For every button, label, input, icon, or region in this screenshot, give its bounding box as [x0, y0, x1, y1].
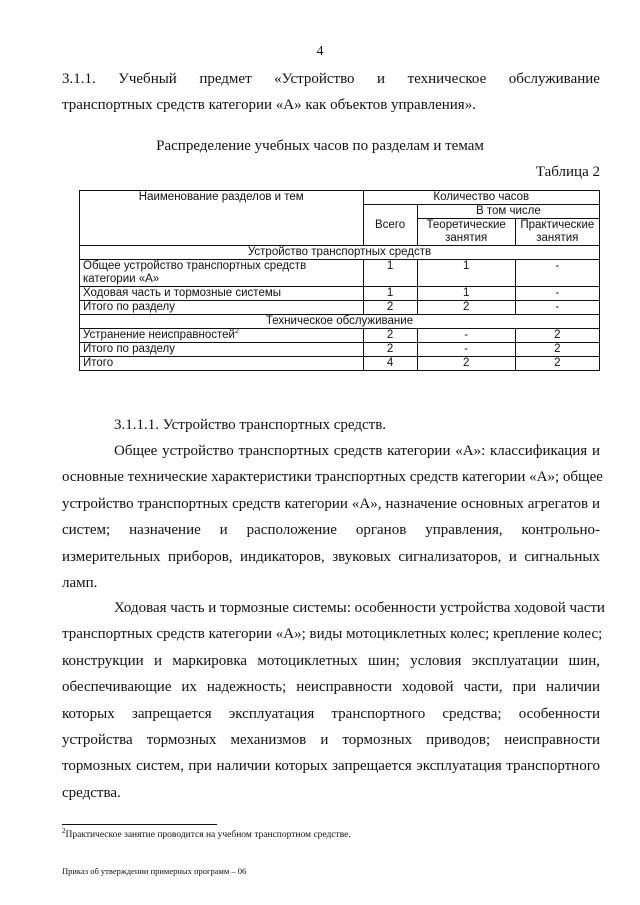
heading-word: «Устройство	[274, 71, 355, 87]
row-name	[80, 329, 364, 343]
row-theory: 1	[417, 287, 515, 301]
paragraph-line: устройство транспортных средств категории «А», назначение основных агрегатов и	[62, 495, 600, 512]
paragraph-line: которых запрещается эксплуатация транспортного средства; особенности	[62, 705, 600, 722]
paragraph-line: основные технические характеристики транспортных средств категории «А»; общее	[62, 469, 603, 486]
row-practice: -	[515, 301, 599, 315]
row-name	[80, 260, 364, 287]
heading-word: и	[377, 71, 386, 87]
paragraph-line: ламп.	[62, 574, 98, 591]
footnote-reference: 2	[234, 328, 239, 336]
table-label: Таблица 2	[535, 164, 600, 180]
row-practice: 2	[515, 329, 599, 343]
row-name-text: Устранение неисправностей	[83, 329, 235, 341]
heading-word: Учебный	[118, 71, 177, 87]
paragraph-line: Общее устройство транспортных средств категории «А»: классификация и	[114, 443, 600, 459]
row-name-line: категории «А»	[83, 273, 160, 285]
row-name-line: Общее устройство транспортных средств	[83, 260, 307, 272]
row-total: 4	[363, 357, 417, 371]
row-name: Итого по разделу	[80, 301, 364, 315]
header-name: Наименование разделов и тем	[80, 191, 364, 246]
row-name: Итого по разделу	[80, 343, 364, 357]
table-row	[80, 287, 600, 301]
header-including: В том числе	[417, 205, 599, 219]
header-total: Всего	[363, 205, 417, 246]
row-name: Итого	[80, 357, 364, 371]
hours-table	[79, 190, 600, 371]
footnote-text: Практическое занятие проводится на учебном транспортном средстве.	[65, 830, 351, 840]
table-row	[80, 260, 600, 287]
header-theory-line: Теоретические	[426, 219, 506, 231]
footer-note: Приказ об утверждении примерных программ – 06	[62, 866, 247, 876]
header-practice-line: занятия	[536, 232, 579, 244]
section-heading-line-2: транспортных средств категории «А» как объектов управления».	[62, 97, 476, 113]
row-practice: 2	[515, 357, 599, 371]
table-section-row	[80, 246, 600, 260]
table-row	[80, 343, 600, 357]
paragraph-line: тормозных систем, при наличии которых запрещается эксплуатация транспортного	[62, 758, 600, 775]
row-practice: -	[515, 260, 599, 287]
row-name: Ходовая часть и тормозные системы	[80, 287, 364, 301]
paragraph-line: устройства тормозных механизмов и тормозных приводов; неисправности	[62, 731, 600, 748]
row-theory: 2	[417, 301, 515, 315]
paragraph-line: конструкции и маркировка мотоциклетных шин; условия эксплуатации шин,	[62, 652, 600, 669]
section-heading	[62, 66, 600, 118]
page-number: 4	[316, 44, 324, 59]
header-practice-line: Практические	[520, 219, 595, 231]
paragraph-line: систем; назначение и расположение органов управления, контрольно-	[62, 522, 600, 539]
table-header-row	[80, 191, 600, 205]
paragraph-general-structure	[62, 438, 603, 596]
paragraph-line: обеспечивающие их надежность; неисправности ходовой части, при наличии	[62, 679, 600, 696]
table-section-row	[80, 315, 600, 329]
paragraph-line: измерительных приборов, индикаторов, звуковых сигнализаторов, и сигнальных	[62, 548, 600, 565]
row-total: 1	[363, 287, 417, 301]
heading-word: техническое	[407, 71, 487, 87]
row-theory: -	[417, 343, 515, 357]
footnote-divider	[62, 824, 217, 825]
row-total: 2	[363, 301, 417, 315]
heading-word: обслуживание	[508, 71, 600, 87]
heading-word: предмет	[199, 71, 252, 87]
subsection-title-block	[62, 412, 600, 438]
row-practice: 2	[515, 343, 599, 357]
table-row	[80, 301, 600, 315]
header-hours: Количество часов	[363, 191, 600, 205]
heading-word: 3.1.1.	[62, 71, 96, 87]
row-theory: 1	[417, 260, 515, 287]
paragraph-line: Ходовая часть и тормозные системы: особенности устройства ходовой части	[114, 600, 605, 616]
table-total-row	[80, 357, 600, 371]
row-total: 2	[363, 329, 417, 343]
distribution-title: Распределение учебных часов по разделам и темам	[156, 138, 484, 154]
paragraph-line: средства.	[62, 784, 121, 801]
row-theory: 2	[417, 357, 515, 371]
row-total: 2	[363, 343, 417, 357]
header-theory-line: занятия	[445, 232, 488, 244]
section-heading-line-1	[62, 66, 600, 92]
row-practice: -	[515, 287, 599, 301]
footnote-mark: 2	[62, 826, 66, 835]
header-theory	[417, 219, 515, 246]
paragraph-line: транспортных средств категории «А»; виды мотоциклетных колес; крепление колес;	[62, 626, 603, 643]
section-title: Устройство транспортных средств	[80, 246, 600, 260]
table-row	[80, 329, 600, 343]
header-practice	[515, 219, 599, 246]
row-theory: -	[417, 329, 515, 343]
paragraph-running-gear	[62, 595, 605, 806]
row-total: 1	[363, 260, 417, 287]
subsection-title: 3.1.1.1. Устройство транспортных средств.	[114, 417, 387, 433]
section-title: Техническое обслуживание	[80, 315, 600, 329]
footnote	[62, 826, 351, 840]
